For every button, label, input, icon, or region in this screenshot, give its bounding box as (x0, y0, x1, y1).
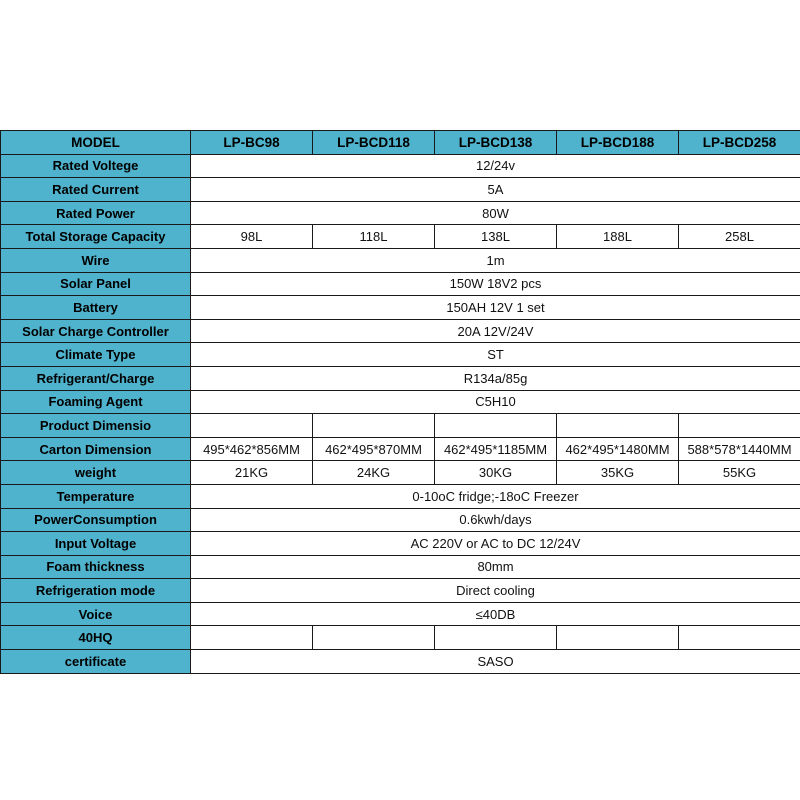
shared-value-cell: 150W 18V2 pcs (191, 272, 800, 296)
value-cell: 30KG (435, 461, 557, 485)
value-cell: 55KG (679, 461, 800, 485)
model-name: LP-BCD188 (557, 131, 679, 155)
value-cell: 35KG (557, 461, 679, 485)
model-header: MODEL (1, 131, 191, 155)
table-row (1, 178, 800, 202)
row-label: Rated Voltege (1, 154, 191, 178)
shared-value-cell: ≤40DB (191, 602, 800, 626)
value-cell (313, 414, 435, 438)
row-label: Foaming Agent (1, 390, 191, 414)
row-label: Rated Current (1, 178, 191, 202)
value-cell (557, 414, 679, 438)
table-row (1, 484, 800, 508)
row-label: Total Storage Capacity (1, 225, 191, 249)
row-label: Climate Type (1, 343, 191, 367)
table-row (1, 461, 800, 485)
row-label: weight (1, 461, 191, 485)
row-label: Refrigerant/Charge (1, 366, 191, 390)
row-label: PowerConsumption (1, 508, 191, 532)
value-cell: 462*495*1480MM (557, 437, 679, 461)
value-cell: 588*578*1440MM (679, 437, 800, 461)
value-cell (557, 626, 679, 650)
model-name: LP-BCD118 (313, 131, 435, 155)
spec-table (0, 130, 800, 674)
model-name: LP-BCD138 (435, 131, 557, 155)
table-row (1, 579, 800, 603)
value-cell (191, 414, 313, 438)
shared-value-cell: 80mm (191, 555, 800, 579)
shared-value-cell: 150AH 12V 1 set (191, 296, 800, 320)
value-cell: 24KG (313, 461, 435, 485)
shared-value-cell: 5A (191, 178, 800, 202)
row-label: Battery (1, 296, 191, 320)
header-row (1, 131, 800, 155)
shared-value-cell: 0.6kwh/days (191, 508, 800, 532)
table-row (1, 626, 800, 650)
table-row (1, 437, 800, 461)
value-cell: 258L (679, 225, 800, 249)
shared-value-cell: 20A 12V/24V (191, 319, 800, 343)
value-cell: 462*495*870MM (313, 437, 435, 461)
shared-value-cell: C5H10 (191, 390, 800, 414)
value-cell (313, 626, 435, 650)
value-cell: 495*462*856MM (191, 437, 313, 461)
table-row (1, 414, 800, 438)
row-label: Product Dimensio (1, 414, 191, 438)
row-label: Solar Panel (1, 272, 191, 296)
shared-value-cell: ST (191, 343, 800, 367)
table-row (1, 201, 800, 225)
value-cell: 118L (313, 225, 435, 249)
table-row (1, 555, 800, 579)
value-cell (191, 626, 313, 650)
value-cell (679, 414, 800, 438)
value-cell (435, 626, 557, 650)
row-label: Refrigeration mode (1, 579, 191, 603)
table-row (1, 343, 800, 367)
row-label: Solar Charge Controller (1, 319, 191, 343)
shared-value-cell: 80W (191, 201, 800, 225)
table-row (1, 602, 800, 626)
row-label: Carton Dimension (1, 437, 191, 461)
table-row (1, 532, 800, 556)
spec-body (1, 154, 800, 673)
table-row (1, 272, 800, 296)
value-cell (435, 414, 557, 438)
shared-value-cell: 0-10oC fridge;-18oC Freezer (191, 484, 800, 508)
shared-value-cell: SASO (191, 650, 800, 674)
value-cell (679, 626, 800, 650)
row-label: 40HQ (1, 626, 191, 650)
value-cell: 138L (435, 225, 557, 249)
table-row (1, 225, 800, 249)
value-cell: 21KG (191, 461, 313, 485)
row-label: Voice (1, 602, 191, 626)
table-row (1, 650, 800, 674)
table-row (1, 296, 800, 320)
model-name: LP-BC98 (191, 131, 313, 155)
value-cell: 98L (191, 225, 313, 249)
table-row (1, 366, 800, 390)
value-cell: 462*495*1185MM (435, 437, 557, 461)
row-label: Foam thickness (1, 555, 191, 579)
row-label: certificate (1, 650, 191, 674)
model-name: LP-BCD258 (679, 131, 800, 155)
row-label: Wire (1, 248, 191, 272)
table-row (1, 248, 800, 272)
row-label: Input Voltage (1, 532, 191, 556)
shared-value-cell: Direct cooling (191, 579, 800, 603)
table-row (1, 508, 800, 532)
row-label: Temperature (1, 484, 191, 508)
value-cell: 188L (557, 225, 679, 249)
table-row (1, 390, 800, 414)
shared-value-cell: AC 220V or AC to DC 12/24V (191, 532, 800, 556)
table-row (1, 154, 800, 178)
shared-value-cell: R134a/85g (191, 366, 800, 390)
row-label: Rated Power (1, 201, 191, 225)
shared-value-cell: 1m (191, 248, 800, 272)
shared-value-cell: 12/24v (191, 154, 800, 178)
table-row (1, 319, 800, 343)
